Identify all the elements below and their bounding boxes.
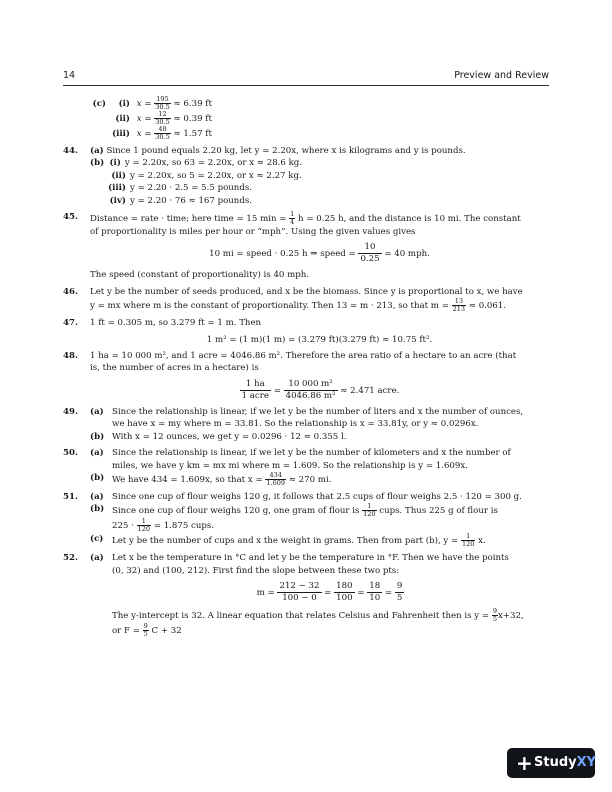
fraction: $\frac{434}{1.609}$ [266, 470, 285, 487]
sub-label: (i) [118, 99, 130, 109]
fraction: $\frac{13}{213}$ [452, 297, 466, 314]
paragraph-text: Distance = rate · time; here time = 15 min = [90, 214, 287, 225]
part-label: (a) [90, 406, 104, 417]
fraction: $\frac{195}{30.5}$ [155, 95, 170, 111]
paragraph-text: 1 ft = 0.305 m, so 3.279 ft = 1 m. Then [90, 318, 262, 329]
paragraph-text: ≈ 270 mi. [288, 474, 332, 485]
part-label: (b) [90, 472, 105, 483]
paragraph-text: y = 2.20x, so 63 = 2.20x, or x ≈ 28.6 kg. [124, 158, 303, 169]
studyxy-badge[interactable] [507, 748, 595, 778]
paragraph-text: is, the number of acres in a hectare) is [90, 363, 259, 374]
display-equation: 1 m² = (1 m)(1 m) = (3.279 ft)(3.279 ft) ≈ 10.75 ft². [206, 334, 433, 345]
part-label: (c) [90, 534, 104, 545]
problem-number: 46. [63, 286, 78, 297]
problem-50 [63, 447, 549, 487]
paragraph-text: Since one cup of flour weighs 120 g, one gram of flour is [112, 506, 360, 517]
problem-number: 50. [63, 448, 78, 459]
problem-47 [63, 317, 549, 346]
paragraph-text: x. [478, 536, 486, 547]
problem-51 [63, 491, 549, 548]
fraction: $\frac{9}{5}$ [492, 607, 497, 624]
running-title: Preview and Review [454, 70, 549, 81]
fraction: $\frac{12}{30.5}$ [155, 110, 170, 126]
part-label: (c) [92, 99, 106, 109]
display-equation: 1 ha 1 acre = $\frac{\text{10 000 m²}}{\text{4046.86 m²}}$ ≈ 2.471 acre. [241, 378, 400, 401]
sub-label: (iii) [112, 129, 130, 139]
part-label: (a) [90, 146, 104, 156]
paragraph-text: y = 2.20 · 2.5 = 5.5 pounds. [130, 183, 252, 194]
part-label: (a) [90, 448, 104, 459]
paragraph-text: The y-intercept is 32. A linear equation that relates Celsius and Fahrenheit then is y = [112, 611, 490, 622]
fraction: $\frac{9}{5}$ [143, 622, 148, 639]
problem-48 [63, 350, 549, 402]
paragraph-text: We have 434 = 1.609x, so that x = [112, 474, 263, 485]
fraction: $\frac{48}{30.5}$ [155, 125, 170, 141]
fraction: $\frac{1}{120}$ [363, 502, 376, 519]
equation-text: ≈ 0.39 ft [173, 114, 212, 124]
problem-number: 47. [63, 318, 78, 329]
header-rule [63, 85, 549, 86]
page-number: 14 [63, 70, 76, 81]
problem-number: 49. [63, 406, 78, 417]
paragraph-text: Let y be the number of seeds produced, and x be the biomass. Since y is proportional to x, we have [90, 286, 523, 297]
sub-label: (iv) [109, 195, 126, 206]
problem-45 [63, 211, 549, 282]
brand-name: StudyXY [534, 755, 597, 770]
problem-number: 52. [63, 553, 78, 564]
equation-text: x = [136, 114, 152, 124]
problem-number: 48. [63, 351, 78, 362]
paragraph-text: Since the relationship is linear, if we let y be the number of liters and x the number of ounces, [112, 406, 524, 417]
paragraph-text: x+32, [497, 611, 524, 622]
sub-label: (ii) [111, 170, 126, 181]
sub-label: (i) [109, 158, 121, 169]
paragraph-text: miles, we have y km = mx mi where m = 1.609. So the relationship is y = 1.609x. [112, 460, 468, 471]
fraction: $\frac{1}{120}$ [461, 532, 475, 549]
display-equation: m = $\frac{212 - 32}{100 - 0}$ = $\frac{180}{100}$ = $\frac{18}{10}$ = $\frac{9}{5}$ [256, 581, 403, 604]
paragraph-text: The speed (constant of proportionality) is 40 mph. [90, 270, 310, 281]
paragraph-text: y = 2.20 · 76 ≈ 167 pounds. [130, 195, 252, 206]
fraction: $\frac{1}{120}$ [137, 517, 151, 534]
fraction: $\frac{1}{4}$ [290, 210, 295, 227]
paragraph-text: With x = 12 ounces, we get y = 0.0296 · 12 ≈ 0.355 l. [112, 431, 347, 442]
paragraph-text: (0, 32) and (100, 212). First find the slope between these two pts: [112, 565, 400, 576]
equation-text: x = [136, 99, 152, 109]
paragraph-text: ≈ 0.061. [468, 301, 507, 312]
paragraph-text: of proportionality is miles per hour or “mph”. Using the given values gives [90, 227, 416, 238]
paragraph-text: 1 ha = 10 000 m², and 1 acre = 4046.86 m². Therefore the area ratio of a hectare to an acre (that [90, 351, 517, 362]
problem-number: 51. [63, 491, 78, 502]
problem-44 [63, 145, 549, 207]
paragraph-text: y = mx where m is the constant of proportionality. Then 13 = m · 213, so that m = [90, 301, 449, 312]
problem-49 [63, 406, 549, 443]
page-header [63, 70, 549, 84]
display-equation: 10 mi = speed · 0.25 h ⇒ speed = $\frac{10}{0.25}$ = 40 mph. [209, 242, 430, 265]
part-label: (a) [90, 553, 104, 564]
paragraph-text: cups. Thus 225 g of flour is [379, 506, 498, 517]
paragraph-text: 225 · [112, 521, 134, 532]
part-label: (a) [90, 491, 104, 502]
problem-number: 44. [63, 146, 78, 156]
sub-label: (ii) [115, 114, 130, 124]
sub-label: (iii) [108, 183, 126, 194]
paragraph-text: Let y be the number of cups and x the weight in grams. Then from part (b), y = [112, 536, 459, 547]
equation-text: ≈ 1.57 ft [173, 129, 212, 139]
paragraph-text: or F = [112, 626, 140, 637]
paragraph-text: Since one cup of flour weighs 120 g, it follows that 2.5 cups of flour weighs 2.5 · 120 = 300 g. [112, 491, 522, 502]
paragraph-text: C + 32 [151, 626, 182, 637]
equation-text: ≈ 6.39 ft [173, 99, 212, 109]
problem-46 [63, 286, 549, 313]
problem-43c [63, 96, 549, 141]
part-label: (b) [90, 431, 105, 442]
problem-number: 45. [63, 212, 78, 223]
paragraph-text: = 1.875 cups. [153, 521, 215, 532]
plus-icon: + [516, 751, 533, 775]
equation-text: x = [136, 129, 152, 139]
problem-52 [63, 552, 549, 638]
part-label: (b) [90, 504, 105, 515]
page-body [63, 96, 549, 638]
part-label: (b) [90, 158, 105, 169]
paragraph-text: Let x be the temperature in °C and let y be the temperature in °F. Then we have the points [112, 553, 509, 564]
paragraph-text: we have x = my where m = 33.81. So the relationship is x = 33.81y, or y ≈ 0.0296x. [112, 419, 479, 430]
paragraph-text: y = 2.20x, so 5 = 2.20x, or x ≈ 2.27 kg. [130, 170, 302, 181]
paragraph-text: h = 0.25 h, and the distance is 10 mi. The constant [298, 214, 521, 225]
paragraph-text: Since 1 pound equals 2.20 kg, let y = 2.20x, where x is kilograms and y is pounds. [106, 146, 466, 156]
paragraph-text: Since the relationship is linear, if we let y be the number of kilometers and x the number of [112, 448, 511, 459]
